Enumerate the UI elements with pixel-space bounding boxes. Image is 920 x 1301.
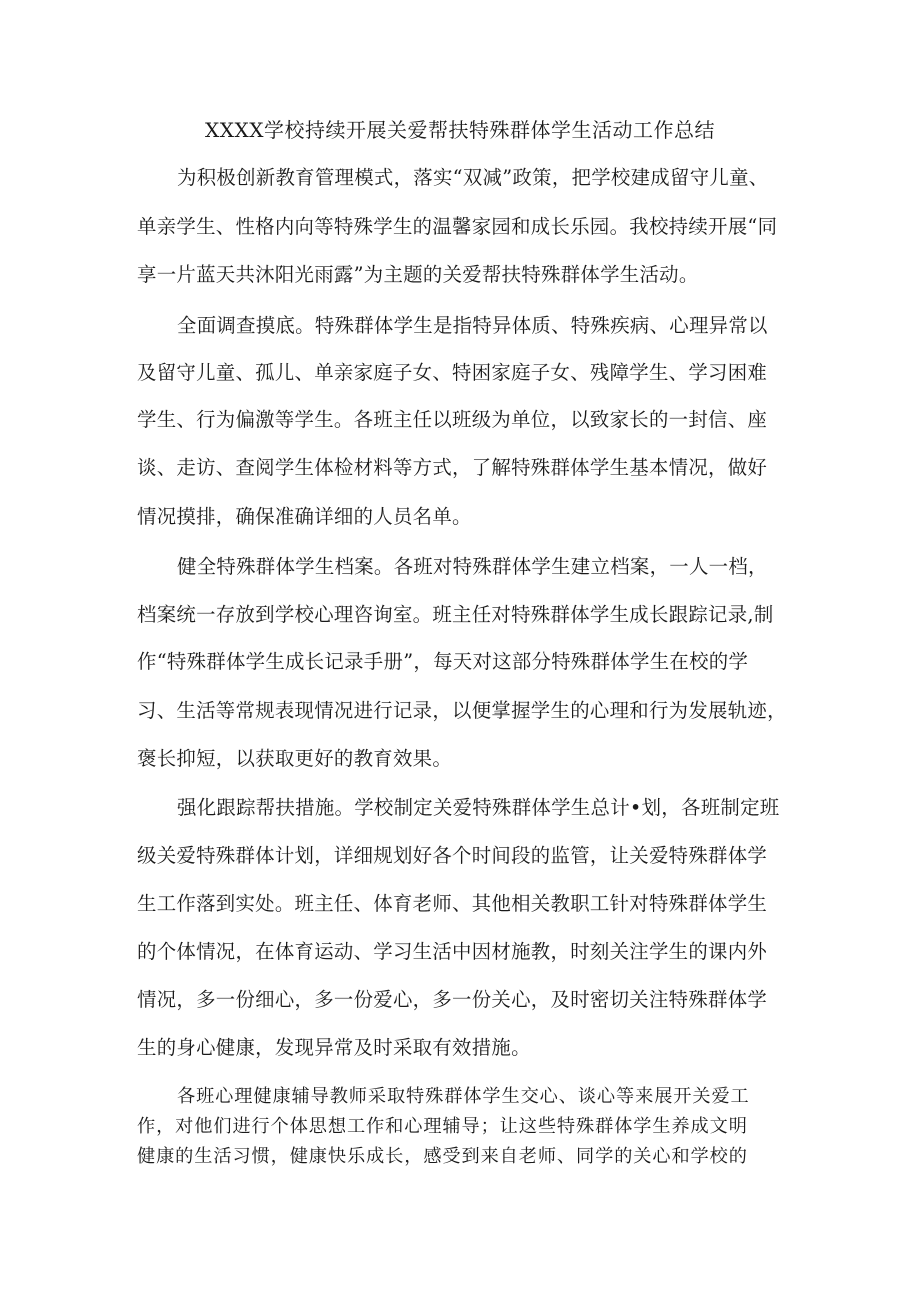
paragraph-line: 褒长抑短，以获取更好的教育效果。 — [137, 747, 453, 770]
paragraph-line: 为积极创新教育管理模式，落实“双减”政策，把学校建成留守儿童、 — [177, 166, 769, 189]
paragraph-line: 作“特殊群体学生成长记录手册”，每天对这部分特殊群体学生在校的学 — [137, 650, 749, 673]
paragraph-line: 各班心理健康辅导教师采取特殊群体学生交心、谈心等来展开关爱工 — [177, 1086, 750, 1107]
paragraph-line: 的个体情况，在体育运动、学习生活中因材施教，时刻关注学生的课内外 — [137, 940, 768, 963]
paragraph-line: 生的身心健康，发现异常及时采取有效措施。 — [137, 1036, 531, 1059]
paragraph-line: 学生、行为偏激等学生。各班主任以班级为单位，以致家长的一封信、座 — [137, 408, 768, 431]
paragraph-line: 级关爱特殊群体计划，详细规划好各个时间段的监管，让关爱特殊群体学 — [137, 844, 768, 867]
paragraph-line: 及留守儿童、孤儿、单亲家庭子女、特困家庭子女、残障学生、学习困难 — [137, 361, 768, 384]
paragraph-line: 作，对他们进行个体思想工作和心理辅导；让这些特殊群体学生养成文明 — [137, 1116, 748, 1137]
document-title: XXXX学校持续开展关爱帮扶特殊群体学生活动工作总结 — [205, 118, 715, 142]
paragraph-line: 档案统一存放到学校心理咨询室。班主任对特殊群体学生成长跟踪记录,制 — [137, 603, 774, 626]
paragraph-line: 强化跟踪帮扶措施。学校制定关爱特殊群体学生总计•划，各班制定班 — [177, 796, 780, 819]
paragraph-line: 单亲学生、性格内向等特殊学生的温馨家园和成长乐园。我校持续开展“同 — [137, 215, 778, 238]
paragraph-line: 生工作落到实处。班主任、体育老师、其他相关教职工针对特殊群体学生 — [137, 892, 768, 915]
paragraph-line: 享一片蓝天共沐阳光雨露”为主题的关爱帮扶特殊群体学生活动。 — [137, 263, 699, 286]
paragraph-line: 情况摸排，确保准确详细的人员名单。 — [137, 505, 472, 528]
paragraph-line: 健康的生活习惯，健康快乐成长，感受到来自老师、同学的关心和学校的 — [137, 1146, 748, 1167]
paragraph-line: 情况，多一份细心，多一份爱心，多一份关心，及时密切关注特殊群体学 — [137, 988, 768, 1011]
paragraph-line: 习、生活等常规表现情况进行记录，以便掌握学生的心理和行为发展轨迹， — [137, 699, 787, 722]
paragraph-line: 谈、走访、查阅学生体检材料等方式，了解特殊群体学生基本情况，做好 — [137, 456, 768, 479]
paragraph-line: 全面调查摸底。特殊群体学生是指特异体质、特殊疾病、心理异常以 — [177, 314, 768, 337]
paragraph-line: 健全特殊群体学生档案。各班对特殊群体学生建立档案，一人一档， — [177, 555, 768, 578]
